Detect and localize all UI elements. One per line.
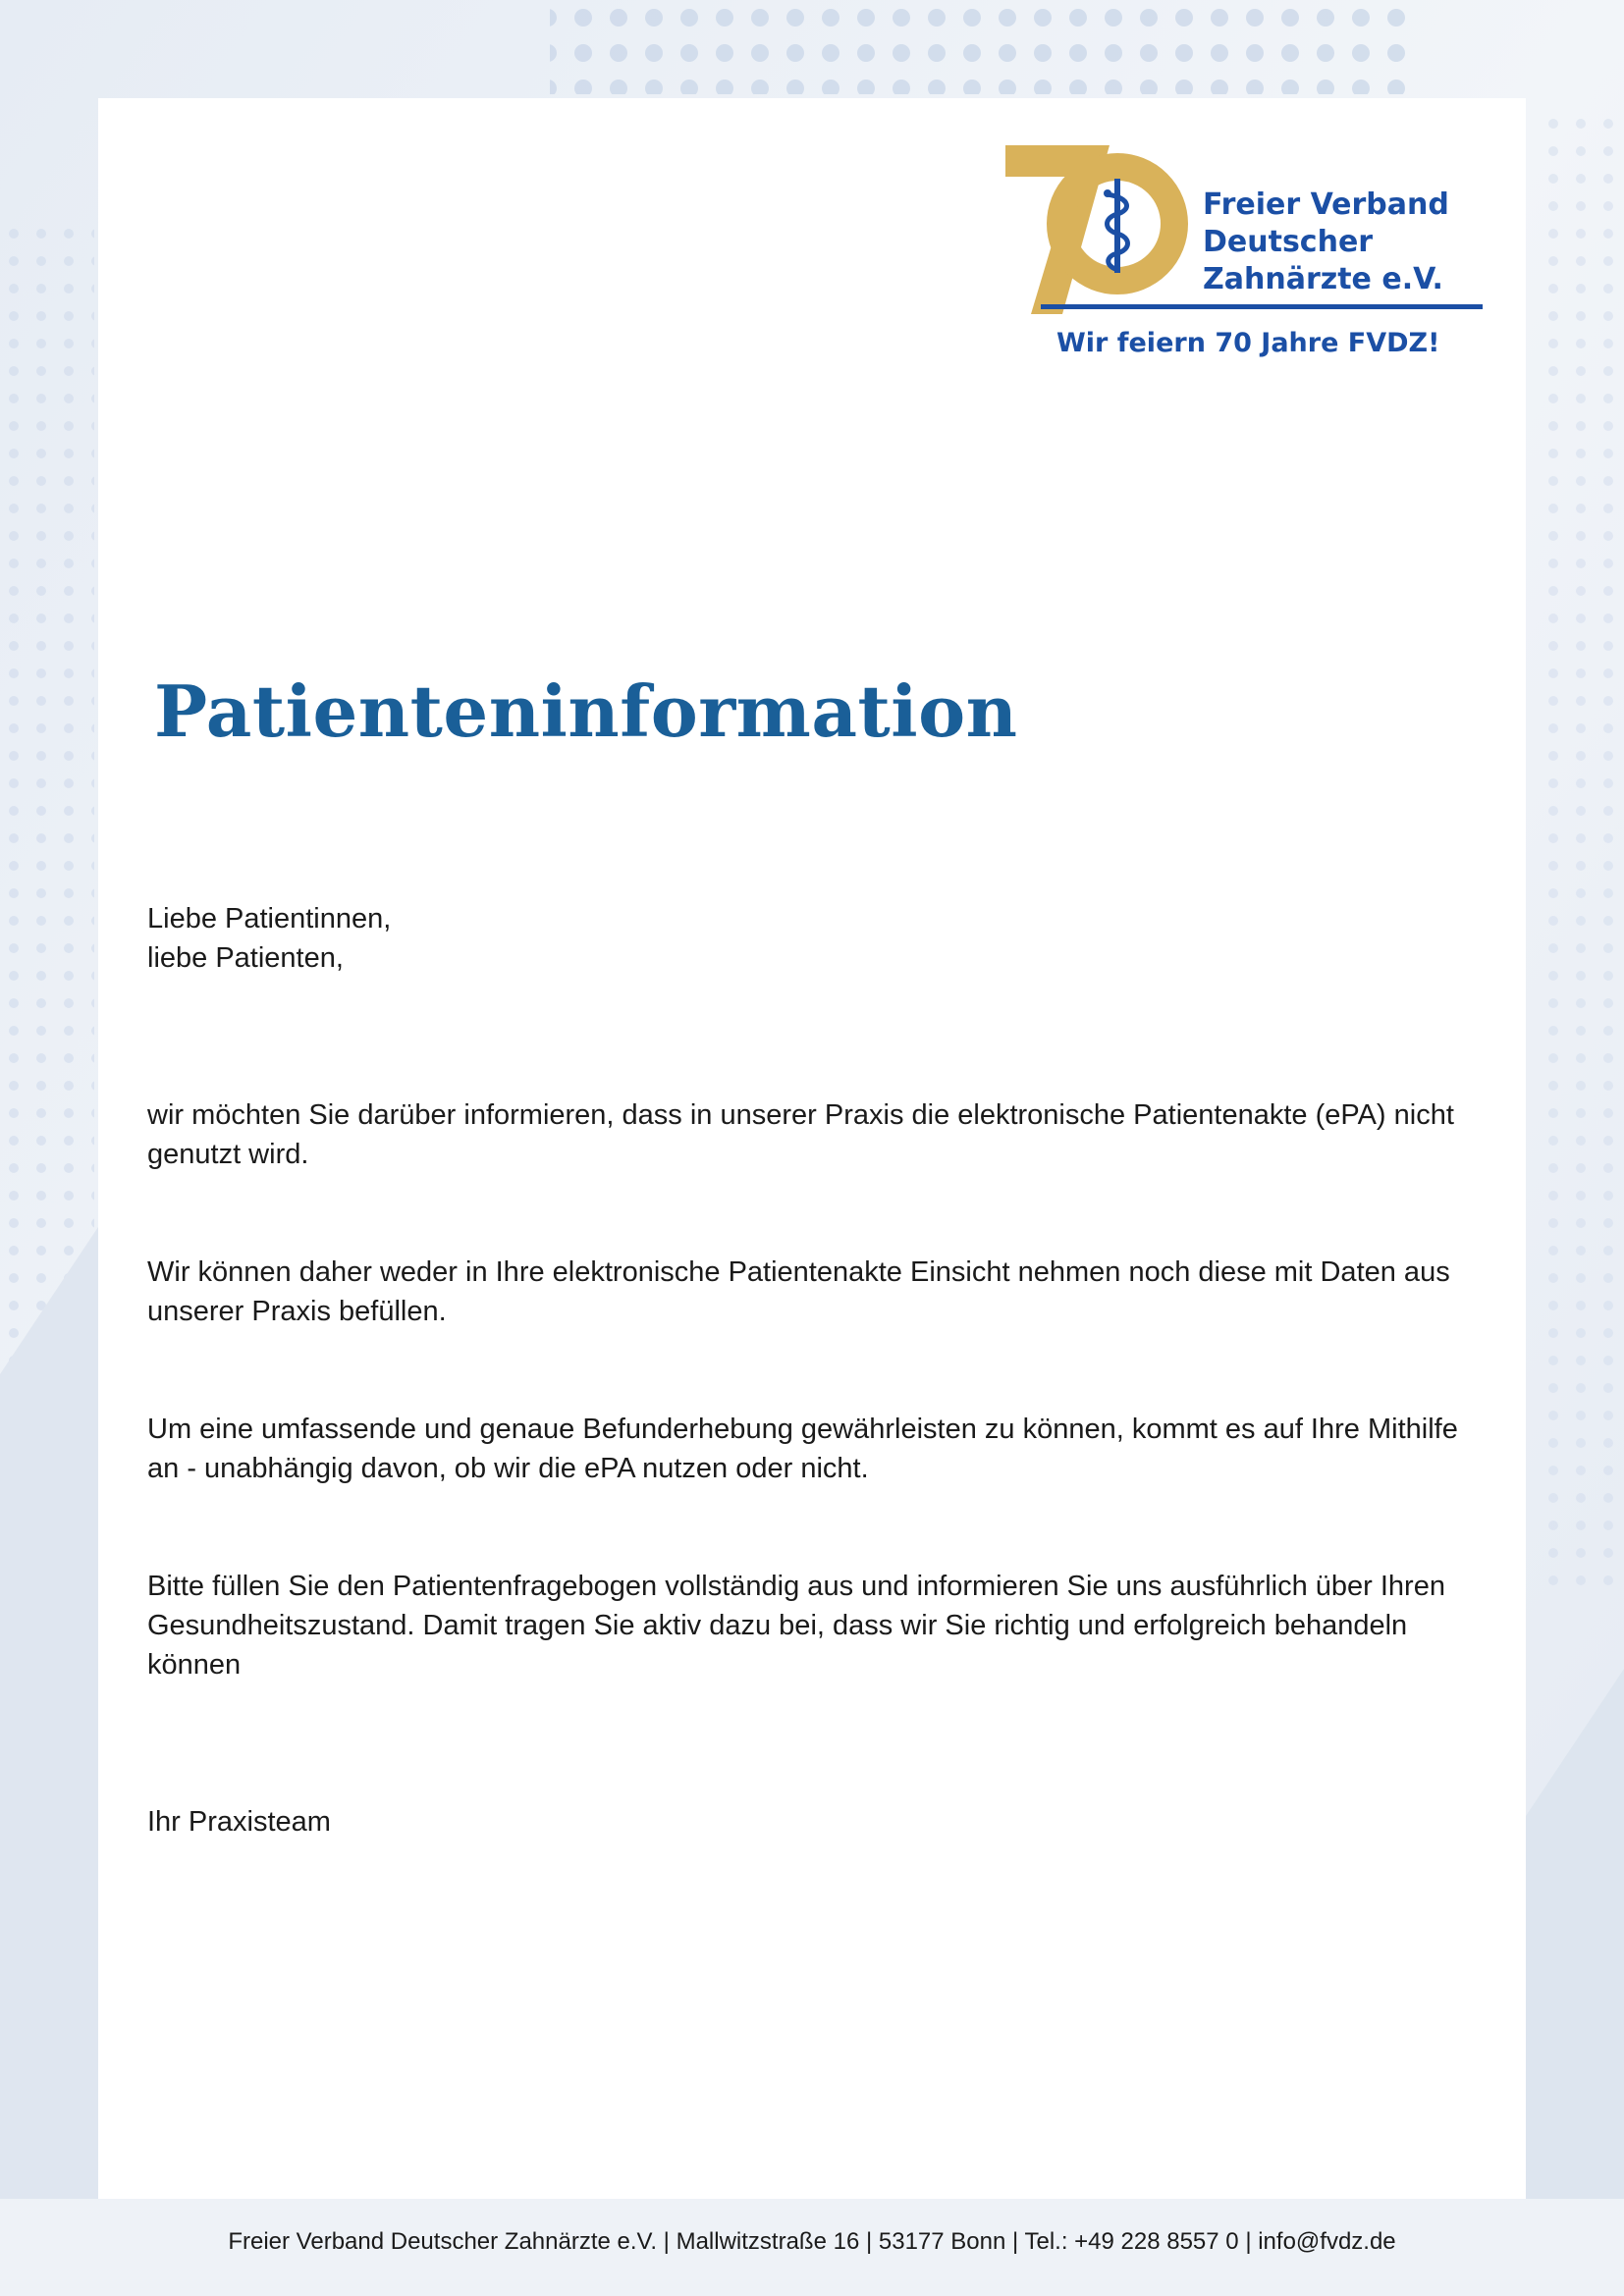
anniversary-tagline: Wir feiern 70 Jahre FVDZ! xyxy=(1056,328,1440,358)
paragraph: Um eine umfassende und genaue Befunderhebung gewährleisten zu können, kommt es auf Ihre Mithilfe an - unabhängig davon, ob wir die ePA nutzen oder nicht. xyxy=(147,1414,1458,1484)
paragraph: Bitte füllen Sie den Patientenfragebogen vollständig aus und informieren Sie uns ausführlich über Ihren Gesundheitszustand. Damit tragen Sie aktiv dazu bei, dass wir Sie richtig und erfolgreich behandeln können xyxy=(147,1571,1445,1681)
letter-body xyxy=(147,899,1463,1842)
rod-of-asclepius-icon xyxy=(1104,179,1128,273)
paragraph: Wir können daher weder in Ihre elektronische Patientenakte Einsicht nehmen noch diese mit Daten aus unserer Praxis befüllen. xyxy=(147,1256,1450,1327)
anniversary-70-emblem xyxy=(1001,137,1208,314)
footer-contact: Freier Verband Deutscher Zahnärzte e.V. | Mallwitzstraße 16 | 53177 Bonn | Tel.: +49 228 8557 0 | info@fvdz.de xyxy=(228,2228,1396,2255)
fvdz-logo xyxy=(1001,137,1492,373)
salutation: Liebe Patientinnen, liebe Patienten, xyxy=(147,903,392,974)
paragraph: wir möchten Sie darüber informieren, dass in unserer Praxis die elektronische Patientenakte (ePA) nicht genutzt wird. xyxy=(147,1099,1454,1170)
closing: Ihr Praxisteam xyxy=(147,1806,331,1838)
organization-name: Freier Verband Deutscher Zahnärzte e.V. xyxy=(1203,187,1449,296)
page-title: Patienteninformation xyxy=(154,669,1018,753)
logo-divider xyxy=(1041,304,1483,309)
